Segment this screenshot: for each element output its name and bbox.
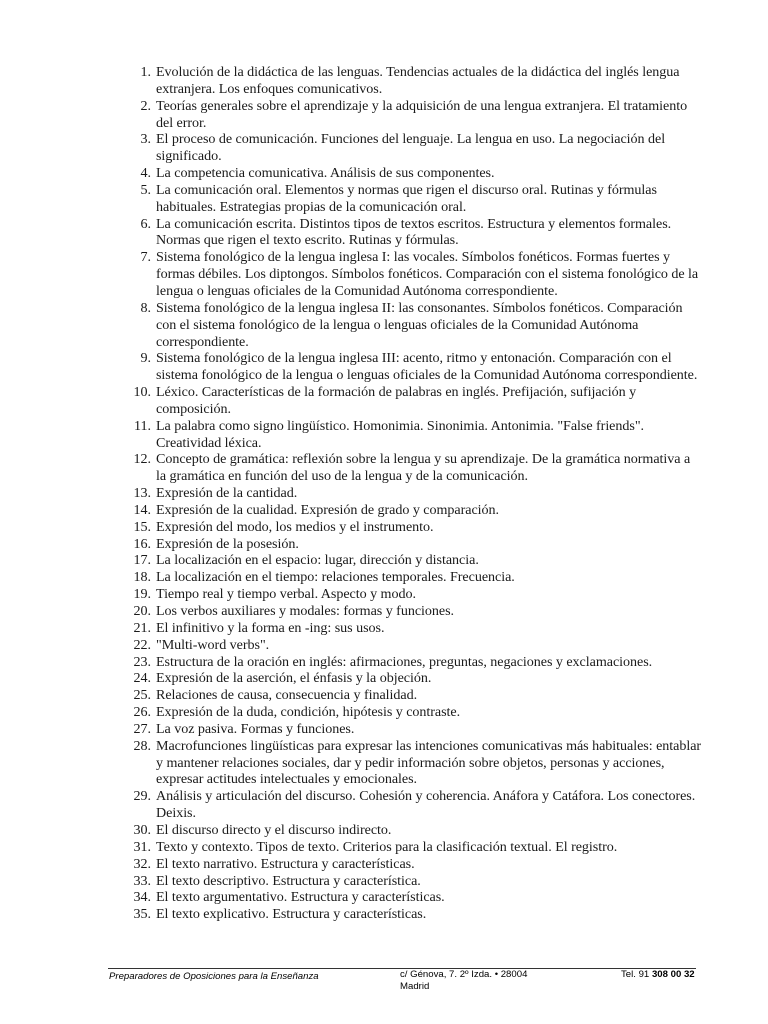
list-item-text: Expresión de la aserción, el énfasis y la objeción. [156, 670, 432, 687]
list-item-number: 34. [133, 889, 151, 906]
list-item-text: Análisis y articulación del discurso. Cohesión y coherencia. Anáfora y Catáfora. Los conectores. Deixis. [156, 788, 696, 822]
list-item-text: El texto explicativo. Estructura y características. [156, 906, 427, 923]
list-item [0, 536, 768, 553]
list-item-number: 26. [133, 704, 151, 721]
list-item-number: 16. [133, 535, 151, 552]
list-item [0, 687, 768, 704]
list-item-text: El discurso directo y el discurso indirecto. [156, 821, 392, 838]
list-item-number: 8. [140, 299, 151, 316]
list-item [0, 519, 768, 536]
list-item-number: 28. [133, 737, 151, 754]
list-item-number: 5. [140, 181, 151, 198]
list-item [0, 216, 768, 250]
list-item-text: La comunicación escrita. Distintos tipos de textos escritos. Estructura y elementos formales. Normas que rigen el texto escrito. Rutinas y fórmulas. [156, 215, 672, 249]
footer-address-city: Madrid [400, 981, 430, 989]
list-item-number: 14. [133, 501, 151, 518]
list-item [0, 350, 768, 384]
list-item-number: 4. [140, 165, 151, 182]
list-item-text: La voz pasiva. Formas y funciones. [156, 720, 355, 737]
list-item-number: 1. [140, 64, 151, 80]
list-item [0, 839, 768, 856]
list-item-text: Sistema fonológico de la lengua inglesa II: las consonantes. Símbolos fonéticos. Comparación con el sistema fonológico de la lengua o lenguas oficiales de la Comunidad Autónoma correspondiente. [156, 299, 683, 350]
list-item [0, 822, 768, 839]
footer-phone [621, 969, 696, 981]
list-item [0, 451, 768, 485]
list-item-number: 15. [133, 518, 151, 535]
list-item [0, 485, 768, 502]
list-item-number: 29. [133, 788, 151, 805]
footer-address [400, 969, 550, 989]
list-item-text: Sistema fonológico de la lengua inglesa I: las vocales. Símbolos fonéticos. Formas fuertes y formas débiles. Los diptongos. Símbolos fonéticos. Comparación con el sistema fonológico de la lengua o lenguas oficiales de la Comunidad Autónoma correspondiente. [156, 249, 699, 299]
list-item [0, 620, 768, 637]
list-item-number: 25. [133, 687, 151, 704]
list-item [0, 856, 768, 873]
list-item [0, 502, 768, 519]
list-item-number: 19. [133, 586, 151, 603]
list-item-text: Relaciones de causa, consecuencia y finalidad. [156, 687, 418, 704]
list-item-number: 7. [140, 249, 151, 266]
topic-list [0, 64, 768, 923]
list-item-text: El texto argumentativo. Estructura y características. [156, 889, 445, 906]
list-item [0, 586, 768, 603]
list-item [0, 300, 768, 351]
list-item-text: Texto y contexto. Tipos de texto. Criterios para la clasificación textual. El registro. [156, 838, 618, 855]
list-item-text: Macrofunciones lingüísticas para expresar las intenciones comunicativas más habituales: entablar y mantener relaciones sociales, dar y pedir información sobre objetos, personas y acciones, expresar actitudes intelectuales y emocionales. [156, 737, 702, 788]
list-item [0, 418, 768, 452]
list-item-number: 23. [133, 653, 151, 670]
list-item-text: Teorías generales sobre el aprendizaje y la adquisición de una lengua extranjera. El tratamiento del error. [156, 97, 688, 131]
list-item [0, 182, 768, 216]
list-item [0, 249, 768, 300]
list-item-number: 21. [133, 619, 151, 636]
list-item-number: 11. [134, 417, 151, 434]
list-item-text: Expresión de la cualidad. Expresión de grado y comparación. [156, 501, 500, 518]
page-footer [0, 969, 768, 989]
list-item [0, 704, 768, 721]
list-item-number: 6. [140, 215, 151, 232]
list-item-number: 27. [133, 720, 151, 737]
list-item-text: Expresión del modo, los medios y el instrumento. [156, 518, 434, 535]
list-item-text: La palabra como signo lingüístico. Homonimia. Sinonimia. Antonimia. "False friends". Creatividad léxica. [156, 417, 644, 451]
footer-phone-label: Tel. 91 [621, 969, 652, 980]
list-item-text: Expresión de la posesión. [156, 535, 299, 552]
list-item [0, 670, 768, 687]
list-item-number: 32. [133, 855, 151, 872]
list-item [0, 637, 768, 654]
list-item-number: 18. [133, 569, 151, 586]
list-item [0, 165, 768, 182]
list-item [0, 889, 768, 906]
list-item [0, 654, 768, 671]
list-item-text: Los verbos auxiliares y modales: formas y funciones. [156, 603, 454, 619]
list-item-number: 9. [140, 350, 151, 367]
list-item [0, 721, 768, 738]
list-item-number: 13. [133, 485, 151, 502]
list-item-text: Sistema fonológico de la lengua inglesa III: acento, ritmo y entonación. Comparación con el sistema fonológico de la lengua o lenguas oficiales de la Comunidad Autónoma correspondiente. [156, 350, 698, 384]
footer-organization: Preparadores de Oposiciones para la Enseñanza [109, 971, 319, 982]
list-item-text: La competencia comunicativa. Análisis de sus componentes. [156, 165, 495, 182]
footer-phone-number: 308 00 32 [651, 969, 695, 980]
list-item-number: 2. [140, 97, 151, 114]
list-item-text: "Multi-word verbs". [156, 636, 270, 653]
list-item-text: La localización en el espacio: lugar, dirección y distancia. [156, 552, 479, 569]
list-item-number: 22. [133, 636, 151, 653]
list-item-text: Estructura de la oración en inglés: afirmaciones, preguntas, negaciones y exclamaciones. [156, 653, 653, 670]
list-item-text: El texto narrativo. Estructura y características. [156, 855, 415, 872]
list-item-number: 17. [133, 552, 151, 569]
list-item [0, 98, 768, 132]
list-item-text: Evolución de la didáctica de las lenguas. Tendencias actuales de la didáctica del inglés lengua extranjera. Los enfoques comunicativos. [156, 64, 680, 97]
list-item [0, 384, 768, 418]
list-item [0, 552, 768, 569]
list-item [0, 738, 768, 789]
list-item-number: 3. [140, 131, 151, 148]
list-item [0, 906, 768, 923]
list-item-number: 30. [133, 821, 151, 838]
list-item [0, 569, 768, 586]
list-item-number: 31. [133, 838, 151, 855]
list-item-text: El infinitivo y la forma en -ing: sus usos. [156, 619, 385, 636]
list-item-number: 10. [133, 384, 151, 401]
list-item [0, 603, 768, 620]
footer-address-line: c/ Génova, 7. 2º Izda. • 28004 [400, 969, 528, 980]
list-item-text: Expresión de la duda, condición, hipótesis y contraste. [156, 704, 461, 721]
list-item [0, 131, 768, 165]
list-item-text: El texto descriptivo. Estructura y característica. [156, 872, 421, 889]
list-item-text: La localización en el tiempo: relaciones temporales. Frecuencia. [156, 569, 515, 586]
list-item-number: 12. [133, 451, 151, 468]
list-item-number: 20. [133, 603, 151, 619]
list-item [0, 788, 768, 822]
list-item [0, 64, 768, 98]
list-item-text: Concepto de gramática: reflexión sobre la lengua y su aprendizaje. De la gramática normativa a la gramática en función del uso de la lengua y de la comunicación. [156, 451, 691, 485]
list-item-text: La comunicación oral. Elementos y normas que rigen el discurso oral. Rutinas y fórmulas habituales. Estrategias propias de la comunicación oral. [156, 181, 657, 215]
list-item-number: 24. [133, 670, 151, 687]
list-item-number: 35. [133, 906, 151, 923]
list-item-text: Léxico. Características de la formación de palabras en inglés. Prefijación, sufijación y composición. [156, 384, 637, 417]
list-item-number: 33. [133, 872, 151, 889]
list-item-text: Tiempo real y tiempo verbal. Aspecto y modo. [156, 586, 416, 603]
list-item-text: Expresión de la cantidad. [156, 485, 298, 502]
list-item [0, 873, 768, 890]
list-item-text: El proceso de comunicación. Funciones del lenguaje. La lengua en uso. La negociación del significado. [156, 131, 666, 165]
